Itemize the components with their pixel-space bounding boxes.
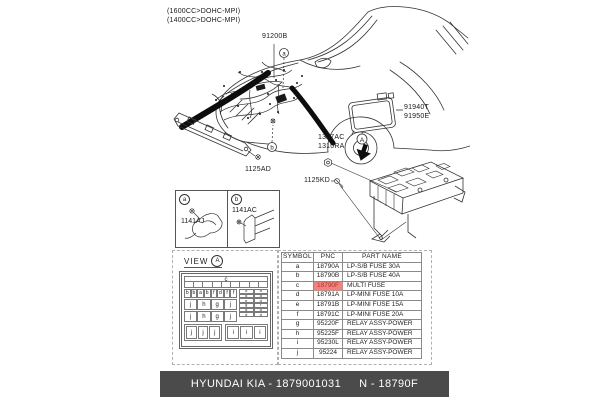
view-a-title [184,255,223,267]
table-row[interactable]: j 95224 RELAY ASSY-POWER [282,348,422,358]
label-bolt: 1125AD [245,166,271,173]
table-row-highlighted[interactable]: c 18790F MULTI FUSE [282,281,422,291]
mini-fuse-grid: d d d d e d g f d d d d [239,289,268,322]
table-row[interactable]: f 18791C LP-MINI FUSE 20A [282,310,422,320]
detail-part-b: 1141AC [232,207,257,214]
bottom-relay-group-left: j j j [184,324,222,341]
view-label: VIEW [184,256,209,266]
col-symbol: SYMBOL [282,253,314,263]
bolt-1125AD-icon [248,151,260,159]
view-callout-circle: A [211,255,223,267]
table-row[interactable]: i 95230L RELAY ASSY-POWER [282,339,422,349]
relay-row-2: j h g j [184,311,237,322]
table-row[interactable]: a 18790A LP-S/B FUSE 30A [282,262,422,272]
footer-id-bar [160,371,449,397]
parts-table [281,252,422,359]
wiring-harness-drawing [212,62,302,120]
label-screw: 1125KD [304,177,330,184]
label-module-2: 91950E [404,113,430,120]
engine-note-1: (1600CC>DOHC-MPI) [167,8,241,15]
label-fastener-1: 1327AC [318,134,345,141]
callout-b-letter: b [270,145,274,152]
nut-1327AC-icon [325,159,332,167]
view-title-underline [184,267,222,268]
multi-fuse-bar: c [184,276,268,288]
label-module-1: 91940T [404,104,429,111]
col-pnc: PNC [314,253,343,263]
down-arrow-icon [354,142,374,163]
detail-callout-a: a [179,194,190,205]
footer-part-ref: N - 18790F [359,378,419,390]
table-row[interactable]: g 95220F RELAY ASSY-POWER [282,320,422,330]
fuse-row: b b a b f d f f [184,289,237,298]
table-row[interactable]: b 18790B LP-S/B FUSE 40A [282,272,422,282]
fuse-box-drawing [331,162,465,242]
table-header-row [282,253,422,263]
rail-bracket-drawing [174,113,251,156]
detail-callout-b: b [231,194,242,205]
fuse-layout-grid [179,271,273,349]
detail-cell-b [227,191,279,247]
module-drawing [346,92,403,138]
label-fastener-2: 1310RA [318,143,345,150]
highlighted-pnc-cell: 18790F [314,281,343,291]
footer-catalog-id: HYUNDAI KIA - 1879001031 [190,378,342,390]
callout-a-letter: a [282,51,286,58]
bracket-b-drawing [228,191,279,247]
detail-part-a: 1141AJ [181,218,205,225]
view-a-section [172,250,278,365]
multi-fuse-ticks [185,281,267,287]
relay-row-1: j h g j [184,299,237,310]
harness-trunk-band-1 [182,73,268,127]
engine-note-2: (1400CC>DOHC-MPI) [167,17,241,24]
col-part-name: PART NAME [343,253,422,263]
label-harness: 91200B [262,33,288,40]
callout-view-a-letter: A [359,136,365,144]
table-row[interactable]: h 95225F RELAY ASSY-POWER [282,329,422,339]
detail-cell-a [176,191,227,247]
bottom-relay-group-right: i i i [225,324,268,341]
table-row[interactable]: d 18791A LP-MINI FUSE 10A [282,291,422,301]
table-row[interactable]: e 18791B LP-MINI FUSE 15A [282,300,422,310]
detail-box [175,190,280,248]
screw-1125KD-icon [331,179,343,188]
